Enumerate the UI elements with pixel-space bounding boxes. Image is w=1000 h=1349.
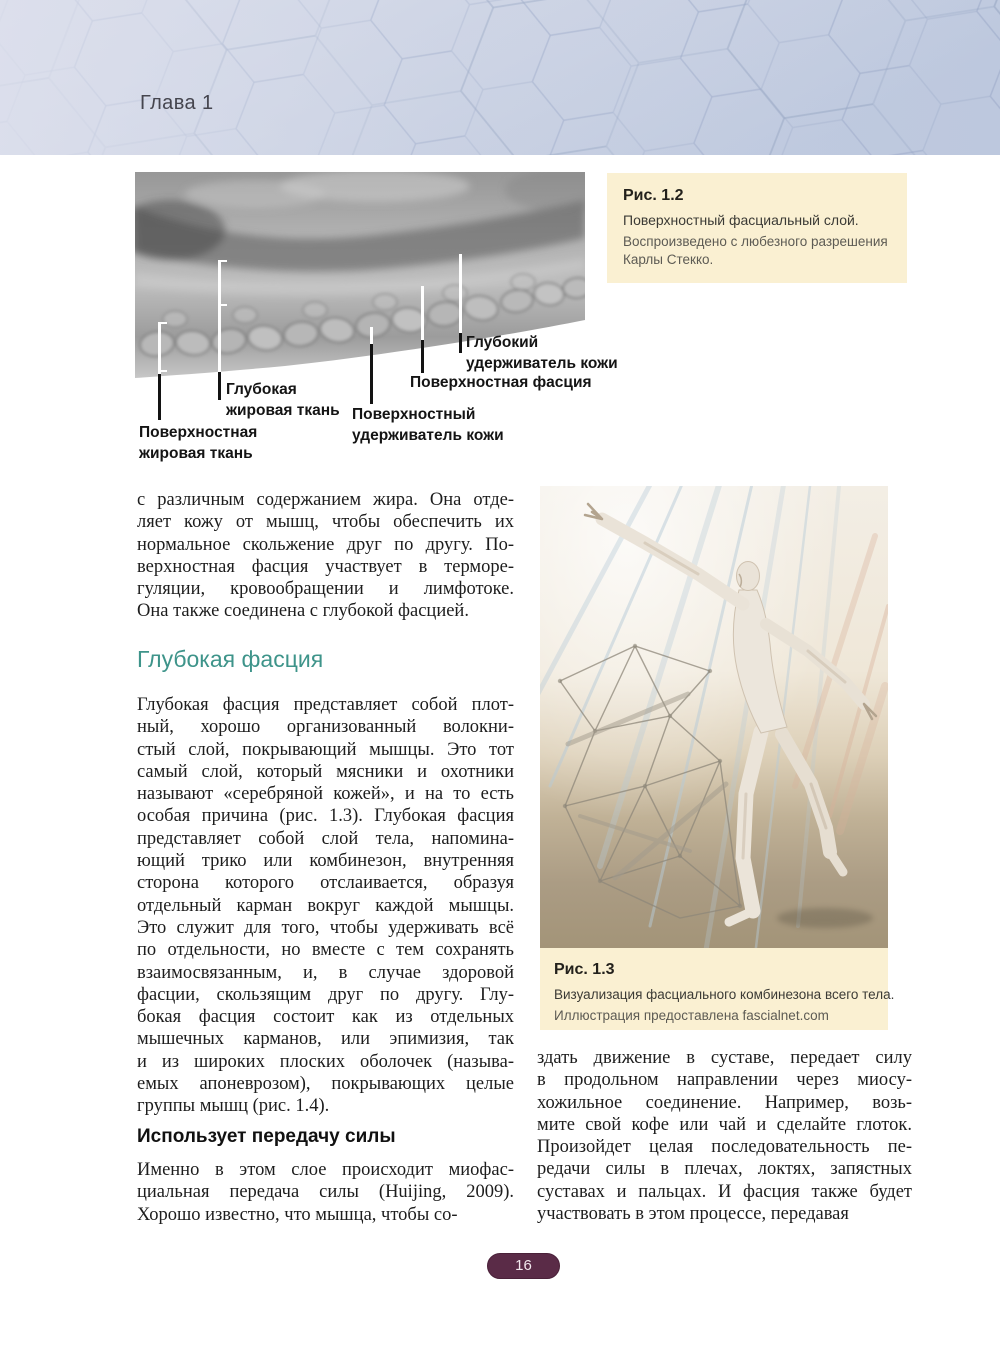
- label-bracket-tick: [218, 304, 227, 306]
- figure-1-3-caption-text: Визуализация фасциального комбинезона всего тела.: [554, 987, 895, 1002]
- chapter-title: Глава 1: [140, 92, 214, 114]
- figure-label-superficial-fat: Поверхностная жировая ткань: [139, 424, 258, 462]
- page-number-badge: 16: [487, 1253, 560, 1279]
- figure-1-3-caption-credit: Иллюстрация предоставлена fascialnet.com: [554, 1008, 829, 1023]
- deep-fascia-paragraph: Глубокая фасция представляет собой плот- ный, хорошо организованный волокни- стый слой, покрывающий мышцы. Это тот самый слой, который мясники и охотники называют «серебряной кожей», и на то есть особая причина (рис. 1.3). Глубокая фасция представляет собой слой тела, напомина- ющий трико или комбинезон, внутренняя сторона которого отслаивается, образуя отдельный карман вокруг каждой мышцы. Это служит для того, чтобы удерживать всё по отдельности, но вместе с тем сохранять взаимосвязанным, и, в случае здоровой фасции, скользящим друг по другу. Глу- бокая фасция состоит как из отдельных мышечных карманов, или эпимизия, так и из широких плоских оболочек (называ- емых апоневрозом), покрывающих целые группы мышц (рис. 1.4).: [137, 695, 514, 1117]
- label-leader-line: [370, 344, 373, 404]
- figure-1-2-caption: [607, 173, 907, 283]
- figure-1-2-caption-title: Рис. 1.2: [623, 187, 684, 204]
- figure-label-deep-retinaculum: Глубокий удерживатель кожи: [466, 334, 618, 372]
- label-bracket-line: [218, 260, 221, 372]
- label-leader-line: [421, 340, 424, 373]
- chapter-header-band: [0, 0, 1000, 155]
- figure-label-superficial-retinaculum: Поверхностный удерживатель кожи: [352, 406, 504, 444]
- figure-1-2-caption-text: Поверхностный фасциальный слой.: [623, 212, 859, 228]
- figure-1-3-illustration: [540, 486, 888, 948]
- section-heading-deep-fascia: Глубокая фасция: [137, 646, 324, 672]
- label-leader-line: [421, 286, 424, 340]
- figure-label-superficial-fascia: Поверхностная фасция: [410, 374, 592, 391]
- label-bracket-tick: [158, 370, 167, 372]
- figure-label-deep-fat: Глубокая жировая ткань: [226, 381, 340, 419]
- label-bracket-tick: [158, 322, 167, 324]
- label-bracket-line: [158, 322, 161, 374]
- figure-1-2-caption-credit: Воспроизведено с любезного разрешения Карлы Стекко.: [623, 234, 888, 267]
- subsection-heading-force-transfer: Использует передачу силы: [137, 1126, 396, 1147]
- force-transfer-paragraph: Именно в этом слое происходит миофас- циальная передача силы (Huijing, 2009). Хорошо известно, что мышца, чтобы со-: [137, 1160, 514, 1225]
- figure-1-3-caption-title: Рис. 1.3: [554, 961, 615, 978]
- label-leader-line: [459, 333, 462, 353]
- label-leader-line: [370, 327, 373, 344]
- figure-1-3-caption: [540, 948, 895, 1030]
- hexagon-pattern-graphic: [0, 0, 1000, 155]
- label-bracket-tick: [218, 260, 227, 262]
- intro-paragraph: с различным содержанием жира. Она отде- ляет кожу от мышц, чтобы обеспечить их нормальное скольжение друг по другу. По- верхностная фасция участвует в терморе- гуляции, кровообращении и лимфотоке. Она также соединена с глубокой фасцией.: [137, 490, 514, 622]
- label-leader-line: [218, 372, 221, 400]
- right-column-paragraph: здать движение в суставе, передает силу в продольном направлении через миосу- хожильное соединение. Например, возь- мите свой кофе или чай и сделайте глоток. Произойдет целая последовательность пе- редачи силы в плечах, локтях, запястных суставах и пальцах. И фасция также будет участвовать в этом процессе, передавая: [537, 1048, 912, 1225]
- label-leader-line: [158, 374, 161, 420]
- label-leader-line: [459, 254, 462, 333]
